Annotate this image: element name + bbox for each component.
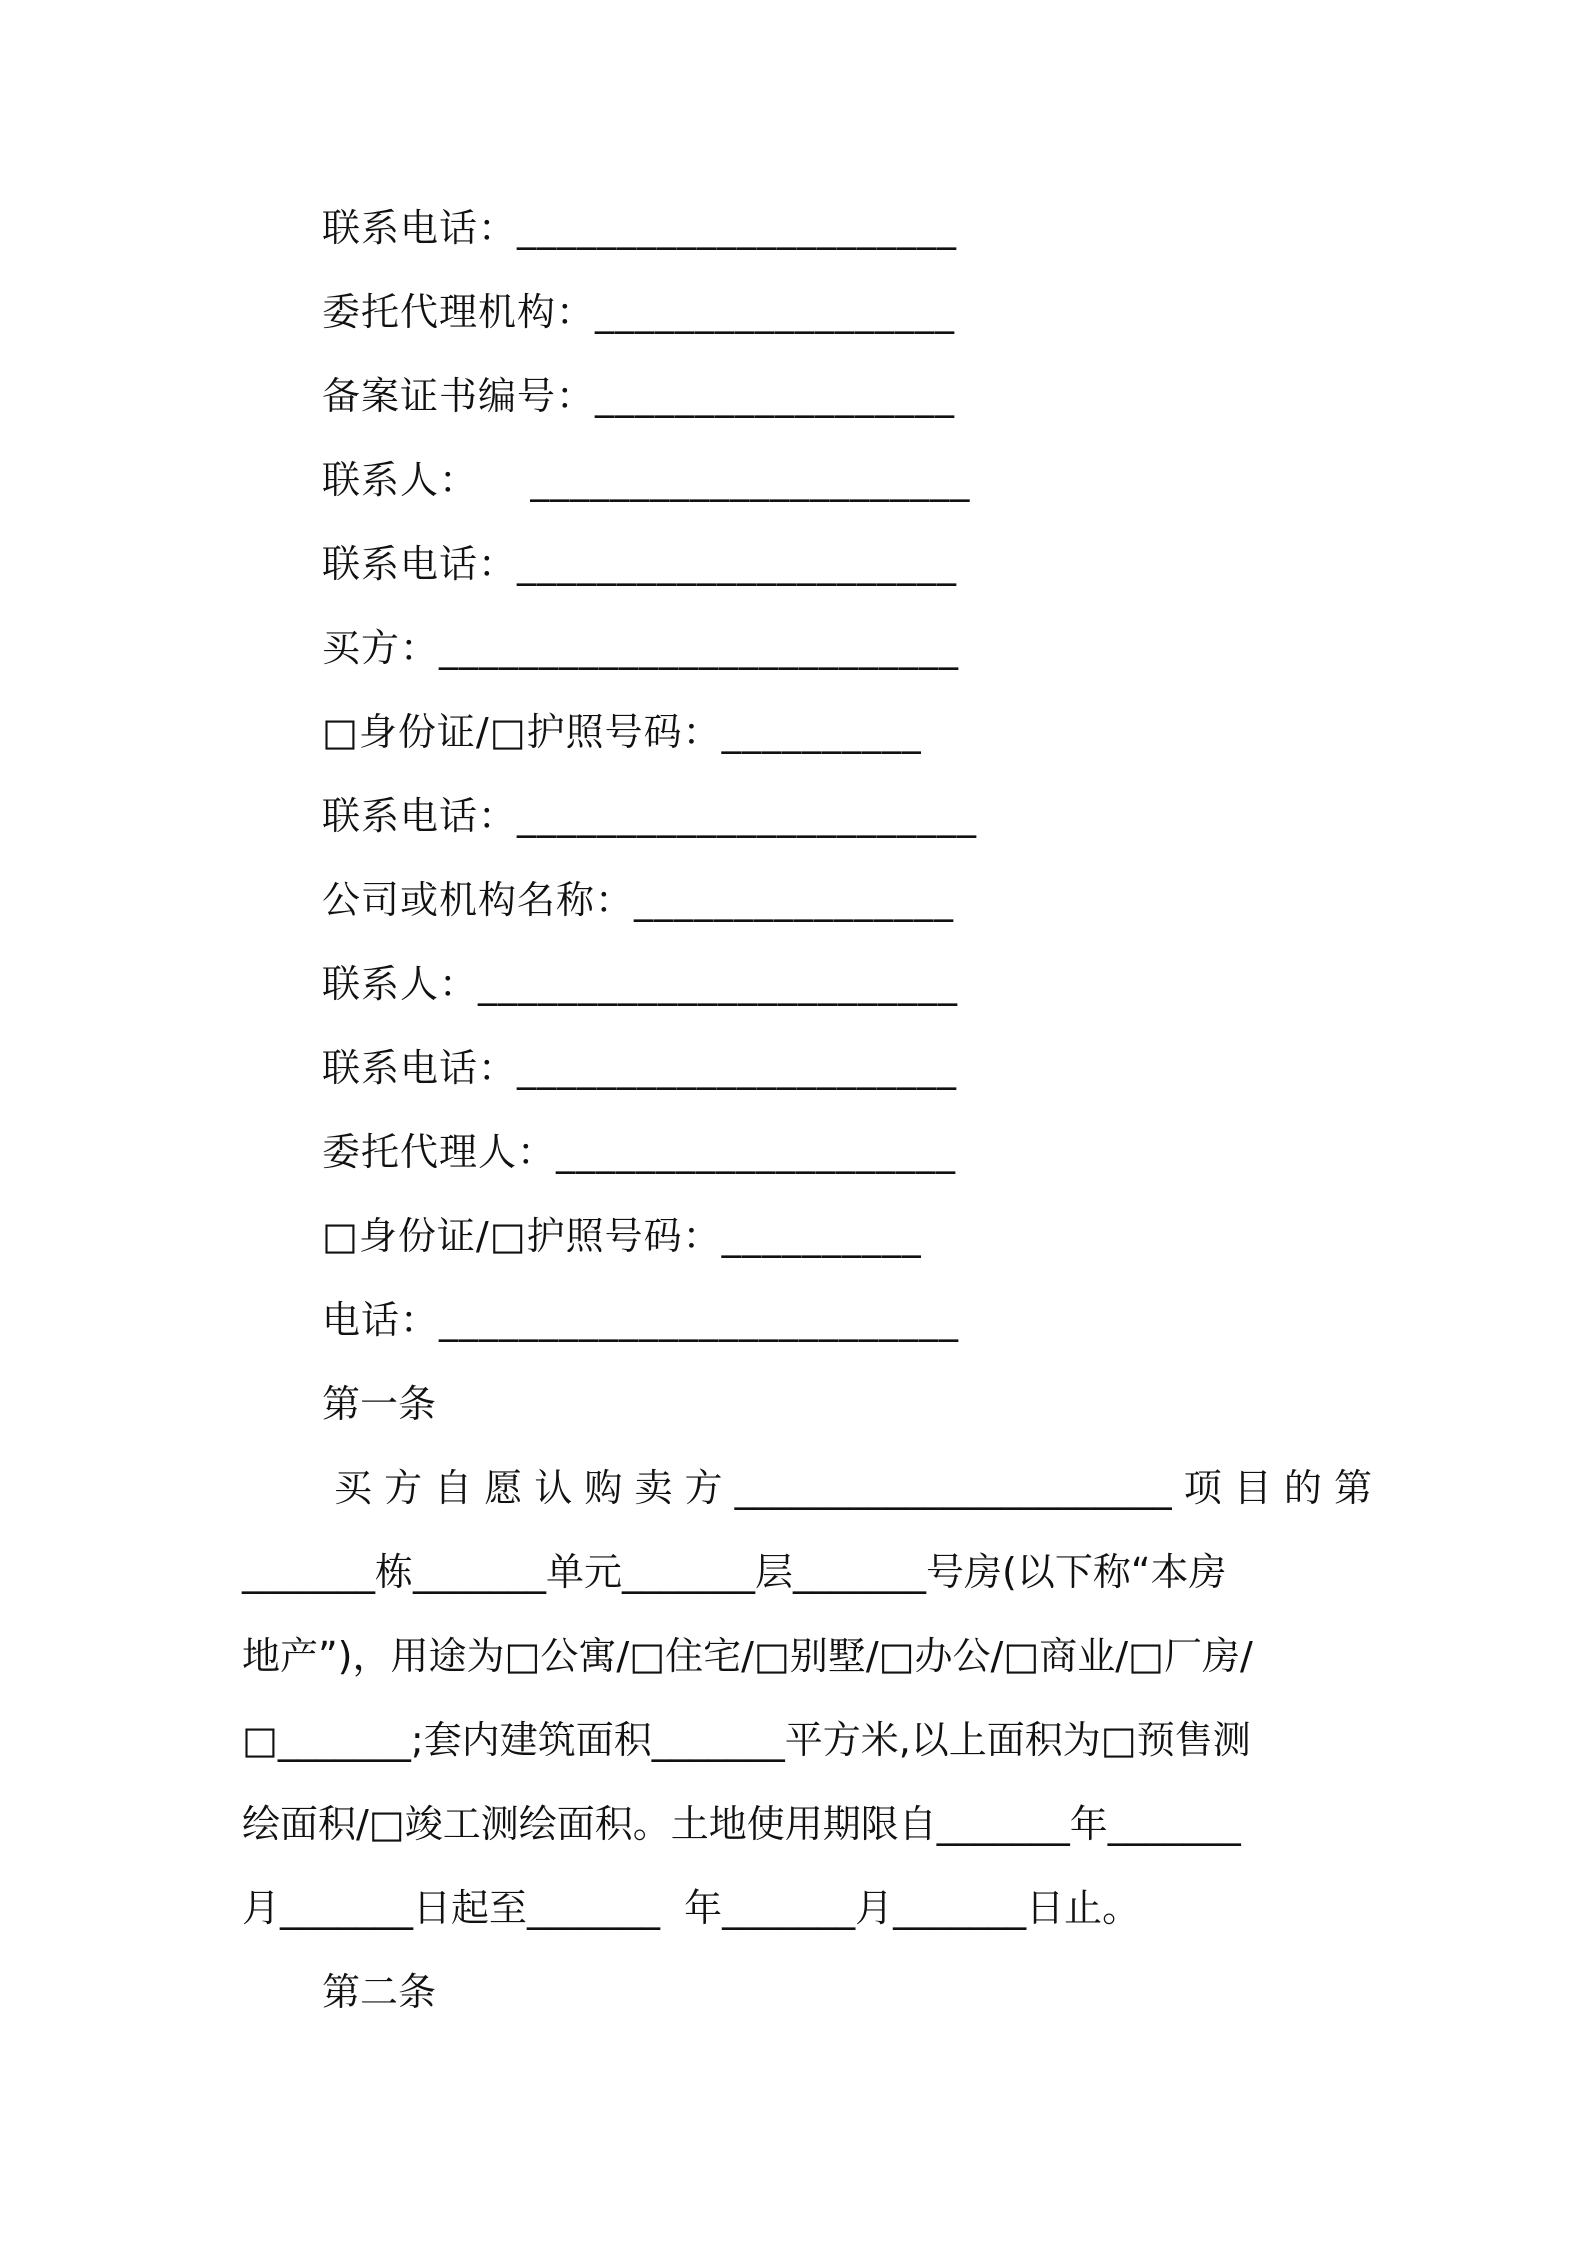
seller-phone-field: 联系电话：______________________ [322, 206, 958, 250]
agency-phone-field: 联系电话：______________________ [322, 542, 958, 586]
agency-contact-field: 联系人： ______________________ [322, 458, 971, 502]
company-name-field: 公司或机构名称：________________ [322, 878, 955, 922]
company-contact-field: 联系人：________________________ [322, 962, 959, 1006]
article-1-text-line-6: 月_______日起至_______ 年_______月_______日止。 [242, 1886, 1141, 1930]
company-phone-field: 联系电话：______________________ [322, 1046, 958, 1090]
buyer-agent-field: 委托代理人：____________________ [322, 1130, 957, 1174]
article-1-text-line-4: □_______;套内建筑面积_______平方米,以上面积为□预售测 [242, 1718, 1251, 1762]
article-1-text-line-5: 绘面积/□竣工测绘面积。土地使用期限自_______年_______ [242, 1802, 1241, 1846]
buyer-phone-field: 联系电话：_______________________ [322, 794, 978, 838]
agent-id-field: □身份证/□护照号码：__________ [322, 1214, 922, 1258]
filing-certificate-field: 备案证书编号：__________________ [322, 374, 956, 418]
article-1-title: 第一条 [322, 1382, 437, 1426]
article-1-text-line-2: _______栋_______单元_______层_______号房(以下称“本房 [242, 1550, 1227, 1594]
buyer-field: 买方：__________________________ [322, 626, 960, 670]
article-1-text-line-3: 地产”)，用途为□公寓/□住宅/□别墅/□办公/□商业/□厂房/ [242, 1634, 1253, 1678]
article-1-text-line-1: 买 方 自 愿 认 购 卖 方 _______________________ 项 目 的 第 [334, 1466, 1372, 1510]
buyer-id-field: □身份证/□护照号码：__________ [322, 710, 922, 754]
agency-field: 委托代理机构：__________________ [322, 290, 956, 334]
agent-phone-field: 电话：__________________________ [322, 1298, 960, 1342]
article-2-title: 第二条 [322, 1970, 437, 2014]
